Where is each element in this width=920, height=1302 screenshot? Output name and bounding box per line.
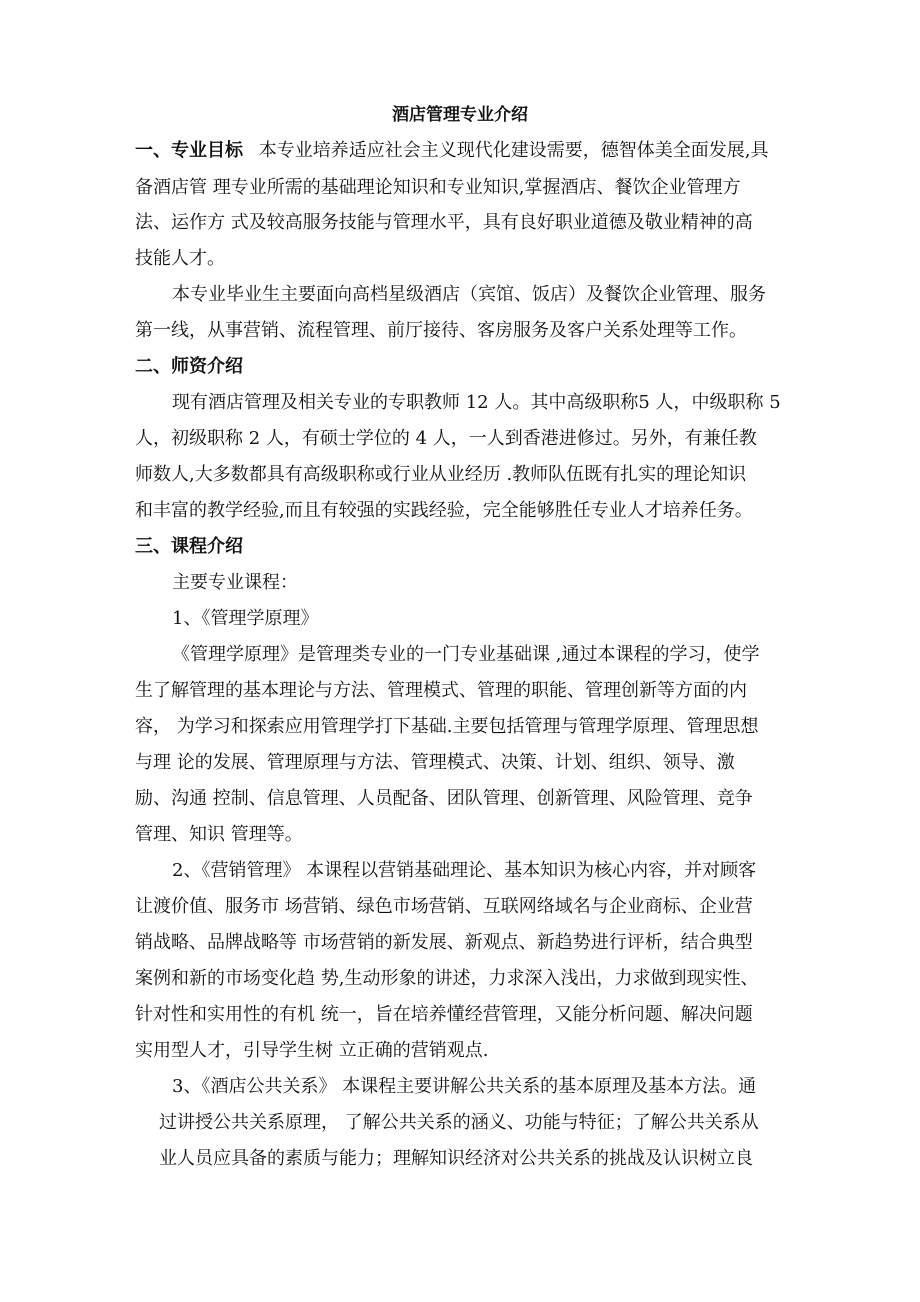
section1-text-line: 法、运作方 式及较高服务技能与管理水平，具有良好职业道德及敬业精神的高 bbox=[135, 212, 753, 233]
course2-text-line: 让渡价值、服务市 场营销、绿色市场营销、互联网络域名与企业商标、企业营 bbox=[135, 896, 753, 917]
section3-heading: 三、课程介绍 bbox=[135, 536, 243, 557]
course2-text-line: 针对性和实用性的有机 统一，旨在培养懂经营管理，又能分析问题、解决问题 bbox=[135, 1004, 753, 1025]
section2-text-line: 和丰富的教学经验,而且有较强的实践经验，完全能够胜任专业人才培养任务。 bbox=[135, 500, 753, 521]
course2-text-line: 实用型人才，引导学生树 立正确的营销观点. bbox=[135, 1040, 489, 1061]
section2-text-line: 人，初级职称 2 人，有硕士学位的 4 人，一人到香港进修过。另外，有兼任教 bbox=[135, 428, 757, 449]
section2-heading: 二、师资介绍 bbox=[135, 356, 243, 377]
course1-text-line: 励、沟通 控制、信息管理、人员配备、团队管理、创新管理、风险管理、竞争 bbox=[135, 788, 753, 809]
course1-title: 1、《管理学原理》 bbox=[172, 608, 319, 629]
document-title: 酒店管理专业介绍 bbox=[392, 105, 528, 125]
section1-text-line: 备酒店管 理专业所需的基础理论知识和专业知识,掌握酒店、餐饮企业管理方 bbox=[135, 177, 741, 198]
course1-text-line: 与理 论的发展、管理原理与方法、管理模式、决策、计划、组织、领导、激 bbox=[135, 752, 735, 773]
section1-para2-line: 本专业毕业生主要面向高档星级酒店（宾馆、饭店）及餐饮企业管理、服务 bbox=[172, 284, 766, 305]
section2-text-line: 师数人,大多数都具有高级职称或行业从业经历 .教师队伍既有扎实的理论知识 bbox=[135, 464, 747, 485]
course1-text-line: 生了解管理的基本理论与方法、管理模式、管理的职能、管理创新等方面的内 bbox=[135, 680, 747, 701]
course3-text-line: 3、《酒店公共关系》 本课程主要讲解公共关系的基本原理及基本方法。通 bbox=[172, 1076, 757, 1097]
section1-first-line bbox=[135, 139, 768, 163]
section1-heading: 一、专业目标 bbox=[135, 140, 243, 161]
course2-text-line: 案例和新的市场变化趋 势,生动形象的讲述，力求深入浅出，力求做到现实性、 bbox=[135, 968, 759, 989]
section1-text-line: 本专业培养适应社会主义现代化建设需要，德智体美全面发展,具 bbox=[258, 140, 769, 161]
course1-text-line: 《管理学原理》是管理类专业的一门专业基础课 ,通过本课程的学习，使学 bbox=[172, 644, 760, 665]
section1-text-line: 技能人才。 bbox=[135, 248, 225, 269]
course2-text-line: 2、《营销管理》 本课程以营销基础理论、基本知识为核心内容，并对顾客 bbox=[172, 860, 757, 881]
course3-text-line: 过讲授公共关系原理， 了解公共关系的涵义、功能与特征；了解公共关系从 bbox=[159, 1112, 759, 1133]
section1-para2-line: 第一线，从事营销、流程管理、前厅接待、客房服务及客户关系处理等工作。 bbox=[135, 320, 747, 341]
course3-text-line: 业人员应具备的素质与能力；理解知识经济对公共关系的挑战及认识树立良 bbox=[159, 1148, 753, 1169]
section3-intro: 主要专业课程： bbox=[172, 572, 298, 593]
course1-text-line: 管理、知识 管理等。 bbox=[135, 824, 303, 845]
course2-text-line: 销战略、品牌战略等 市场营销的新发展、新观点、新趋势进行评析，结合典型 bbox=[135, 932, 753, 953]
section2-text-line: 现有酒店管理及相关专业的专职教师 12 人。其中高级职称5 人，中级职称 5 bbox=[172, 392, 781, 413]
course1-text-line: 容， 为学习和探索应用管理学打下基础.主要包括管理与管理学原理、管理思想 bbox=[135, 716, 759, 737]
